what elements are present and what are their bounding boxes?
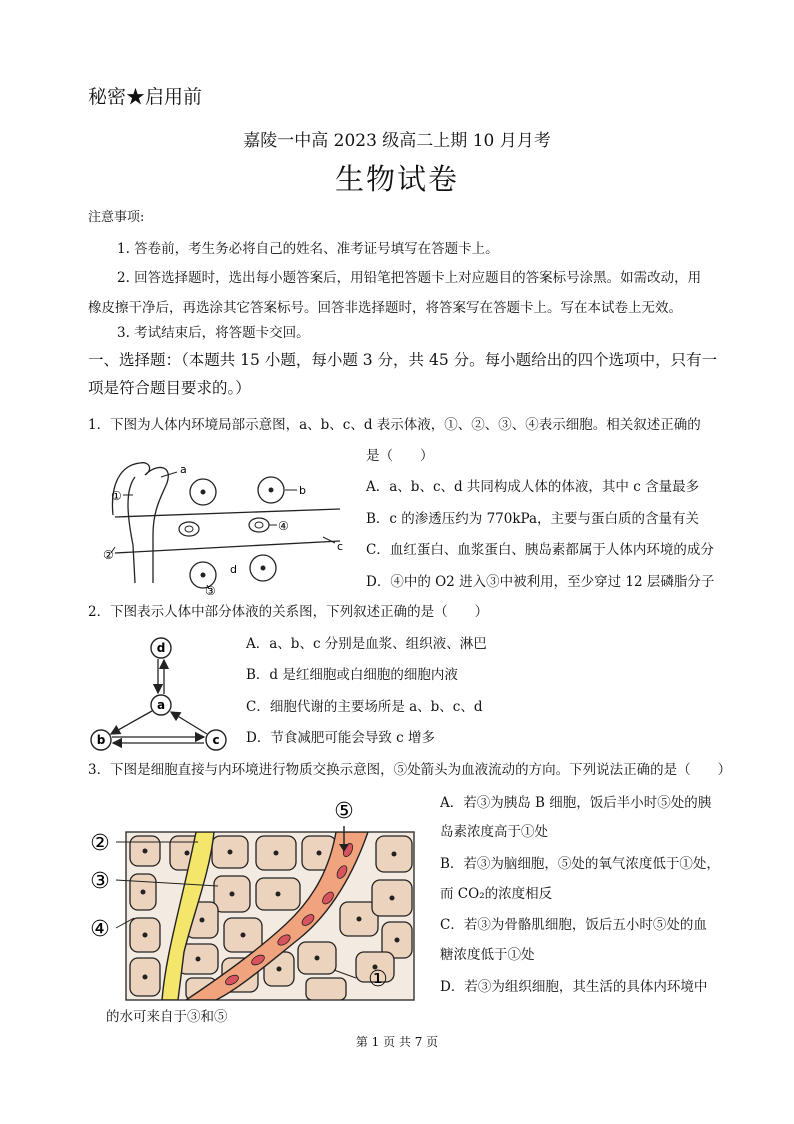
q2-label-b: b	[96, 733, 106, 747]
q3-label-1: ①	[368, 967, 388, 992]
q2-label-a: a	[156, 698, 166, 712]
q3-option-d-cont: 的水可来自于③和⑤	[106, 1009, 228, 1025]
q1-label-a: a	[180, 463, 187, 476]
page-number: 第 1 页 共 7 页	[355, 1035, 439, 1049]
q2-option-c: C．细胞代谢的主要场所是 a、b、c、d	[246, 699, 483, 715]
q1-label-3: ③	[205, 584, 216, 595]
q1-stem: 1．下图为人体内环境局部示意图，a、b、c、d 表示体液，①、②、③、④表示细胞。相关叙述正确的	[88, 417, 701, 433]
blood-capillary-lower-wall	[115, 541, 340, 553]
blood-cell-4	[249, 518, 269, 532]
notice-item-3: 3. 考试结束后，将答题卡交回。	[117, 325, 310, 341]
q2-option-a: A．a、b、c 分别是血浆、组织液、淋巴	[246, 636, 487, 652]
q1-option-a: A．a、b、c、d 共同构成人体的体液，其中 c 含量最多	[366, 479, 700, 495]
q1-label-d: d	[230, 563, 237, 576]
q3-label-2: ②	[90, 831, 110, 856]
notice-item-2: 2. 回答选择题时，选出每小题答案后，用铅笔把答题卡上对应题目的答案标号涂黑。如需改动，用	[117, 270, 702, 286]
q3-label-3: ③	[90, 869, 110, 894]
q3-option-b: B．若③为脑细胞，⑤处的氧气浓度低于①处，	[440, 856, 720, 872]
q1-figure	[95, 455, 365, 595]
q3-figure	[86, 792, 426, 1004]
exam-title: 嘉陵一中高 2023 级高二上期 10 月月考	[243, 131, 551, 151]
arrow-c-to-a	[171, 712, 207, 734]
q3-option-b-cont: 而 CO₂的浓度相反	[440, 886, 553, 902]
q3-label-5: ⑤	[334, 799, 354, 824]
confidential-label: 秘密★启用前	[88, 86, 203, 108]
notice-heading: 注意事项:	[88, 210, 145, 225]
q3-option-a-cont: 岛素浓度高于①处	[440, 824, 548, 840]
section-heading: 一、选择题：（本题共 15 小题，每小题 3 分，共 45 分。每小题给出的四个选项中，只有一	[88, 351, 718, 369]
q2-option-d: D．节食减肥可能会导致 c 增多	[246, 730, 435, 746]
q3-option-c-cont: 糖浓度低于①处	[440, 947, 535, 963]
lymph-capillary-wall-left	[128, 477, 135, 583]
notice-item-1: 1. 答卷前，考生务必将自己的姓名、准考证号填写在答题卡上。	[117, 241, 499, 257]
q1-option-b: B．c 的渗透压约为 770kPa，主要与蛋白质的含量有关	[366, 511, 700, 527]
q2-stem: 2．下图表示人体中部分体液的关系图，下列叙述正确的是（ ）	[88, 604, 489, 620]
q1-label-c: c	[337, 540, 344, 553]
notice-item-2-cont: 橡皮擦干净后，再选涂其它答案标号。回答非选择题时，将答案写在答题卡上。写在本试卷上无效。	[88, 300, 682, 316]
section-heading-cont: 项是符合题目要求的。）	[88, 379, 251, 397]
blood-capillary-upper-wall	[115, 509, 340, 517]
q3-option-a: A．若③为胰岛 B 细胞，饭后半小时⑤处的胰	[440, 795, 712, 811]
q3-label-4: ④	[90, 917, 110, 942]
q3-option-c: C．若③为骨骼肌细胞，饭后五小时⑤处的血	[440, 917, 707, 933]
q1-label-b: b	[299, 484, 306, 497]
exam-subject: 生物试卷	[334, 162, 459, 196]
blood-cell	[179, 522, 199, 536]
q3-option-d: D．若③为组织细胞，其生活的具体内环境中	[440, 979, 708, 995]
q2-option-b: B．d 是红细胞或白细胞的细胞内液	[246, 667, 458, 683]
q3-stem: 3．下图是细胞直接与内环境进行物质交换示意图，⑤处箭头为血液流动的方向。下列说法正确的是（ ）	[88, 762, 732, 778]
lymph-capillary-wall-right	[112, 463, 168, 583]
q1-option-d: D．④中的 O2 进入③中被利用，至少穿过 12 层磷脂分子	[366, 574, 715, 590]
q1-label-2: ②	[103, 548, 114, 562]
q2-figure	[88, 632, 238, 754]
arrow-a-to-b	[111, 711, 152, 734]
q1-option-c: C．血红蛋白、血浆蛋白、胰岛素都属于人体内环境的成分	[366, 542, 714, 558]
q1-label-4: ④	[278, 519, 289, 533]
q1-label-1: ①	[111, 489, 122, 503]
q2-label-c: c	[212, 733, 220, 747]
q1-stem-cont: 是（ ）	[366, 448, 434, 464]
q2-label-d: d	[156, 641, 166, 655]
